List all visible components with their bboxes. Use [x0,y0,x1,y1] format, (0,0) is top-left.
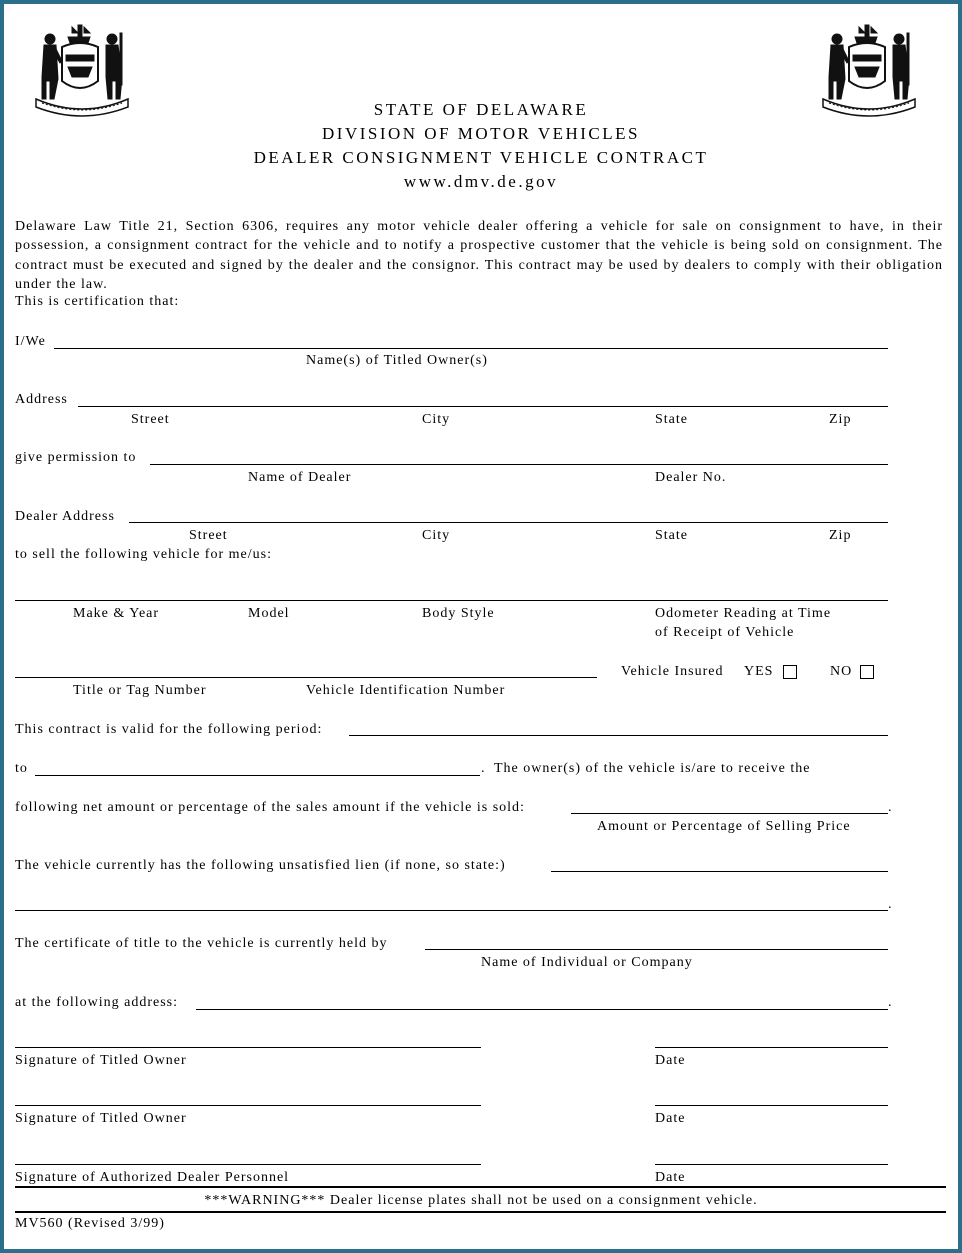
footer-bottom-rule [15,1211,946,1213]
dealer-address-label: Dealer Address [15,509,115,524]
model-caption: Model [248,606,290,621]
holder-caption: Name of Individual or Company [481,955,693,970]
body-style-caption: Body Style [422,606,495,621]
valid-period-text: This contract is valid for the following period: [15,722,323,737]
intro-paragraph: Delaware Law Title 21, Section 6306, requires any motor vehicle dealer offering a vehicle for sale on consignment to have, in their possession, a consignment contract for the vehicle and to notify a prospective customer that the vehicle is being sold on consignment. The contract must be executed and signed by the dealer and the consignor. This contract may be used by dealers to comply with their obligation under the law. [15,219,943,293]
dealer-zip-caption: Zip [829,528,852,543]
dealer-street-caption: Street [189,528,228,543]
valid-period-start-field[interactable] [349,735,888,736]
dealer-name-field[interactable] [150,464,888,465]
lien-field[interactable] [551,871,888,872]
odometer-caption-line2: of Receipt of Vehicle [655,625,795,640]
dealer-name-caption: Name of Dealer [248,470,352,485]
owner-name-caption: Name(s) of Titled Owner(s) [306,353,488,368]
footer-top-rule [15,1186,946,1188]
lien-field-continued[interactable] [15,910,888,911]
owner-zip-caption: Zip [829,412,852,427]
title-tag-caption: Title or Tag Number [73,683,207,698]
net-amount-text: following net amount or percentage of the sales amount if the vehicle is sold: [15,800,525,815]
title-held-text: The certificate of title to the vehicle is currently held by [15,936,388,951]
dealer-signature-field[interactable] [15,1164,481,1165]
owner-state-caption: State [655,412,688,427]
owner-address-field[interactable] [78,406,888,407]
dealer-state-caption: State [655,528,688,543]
vehicle-insured-label: Vehicle Insured [621,664,724,679]
title-vin-field[interactable] [15,677,597,678]
dealer-address-field[interactable] [129,522,888,523]
odometer-caption-line1: Odometer Reading at Time [655,606,832,621]
owner-label: I/We [15,334,46,349]
make-year-caption: Make & Year [73,606,160,621]
amount-caption: Amount or Percentage of Selling Price [597,819,851,834]
dealer-signature-caption: Signature of Authorized Dealer Personnel [15,1170,290,1185]
owner2-date-field[interactable] [655,1105,888,1106]
insured-yes-checkbox[interactable] [783,665,797,679]
period-mark: . [888,897,893,912]
owner1-date-caption: Date [655,1053,686,1068]
net-amount-field[interactable] [571,813,888,814]
form-id: MV560 (Revised 3/99) [15,1216,165,1231]
warning-text: ***WARNING*** Dealer license plates shall not be used on a consignment vehicle. [204,1193,758,1208]
period-mark: . [888,995,893,1010]
header-state: STATE OF DELAWARE [373,100,589,119]
owner1-date-field[interactable] [655,1047,888,1048]
owner2-signature-field[interactable] [15,1105,481,1106]
owner1-signature-caption: Signature of Titled Owner [15,1053,187,1068]
owner1-signature-field[interactable] [15,1047,481,1048]
owner-name-field[interactable] [54,348,888,349]
period-mark: . [481,761,486,776]
owner-street-caption: Street [131,412,170,427]
certification-text: This is certification that: [15,294,180,309]
insured-no-label: NO [830,664,853,679]
header-division: DIVISION OF MOTOR VEHICLES [322,124,640,143]
vehicle-details-field[interactable] [15,600,888,601]
dealer-date-field[interactable] [655,1164,888,1165]
vin-caption: Vehicle Identification Number [306,683,506,698]
header-form-title: DEALER CONSIGNMENT VEHICLE CONTRACT [253,148,709,167]
owner2-date-caption: Date [655,1111,686,1126]
holder-address-field[interactable] [196,1009,888,1010]
insured-no-checkbox[interactable] [860,665,874,679]
lien-text: The vehicle currently has the following unsatisfied lien (if none, so state:) [15,858,506,873]
dealer-city-caption: City [422,528,451,543]
insured-yes-label: YES [744,664,774,679]
owner-address-label: Address [15,392,68,407]
sell-vehicle-text: to sell the following vehicle for me/us: [15,547,272,562]
title-holder-field[interactable] [425,949,888,950]
period-mark: . [888,800,893,815]
holder-address-text: at the following address: [15,995,179,1010]
owner2-signature-caption: Signature of Titled Owner [15,1111,187,1126]
dealer-number-caption: Dealer No. [655,470,727,485]
valid-period-end-field[interactable] [35,775,480,776]
header-website: www.dmv.de.gov [403,172,559,191]
permission-label: give permission to [15,450,137,465]
owner-receive-text: The owner(s) of the vehicle is/are to receive the [494,761,811,776]
owner-city-caption: City [422,412,451,427]
to-label: to [15,761,28,776]
dealer-date-caption: Date [655,1170,686,1185]
